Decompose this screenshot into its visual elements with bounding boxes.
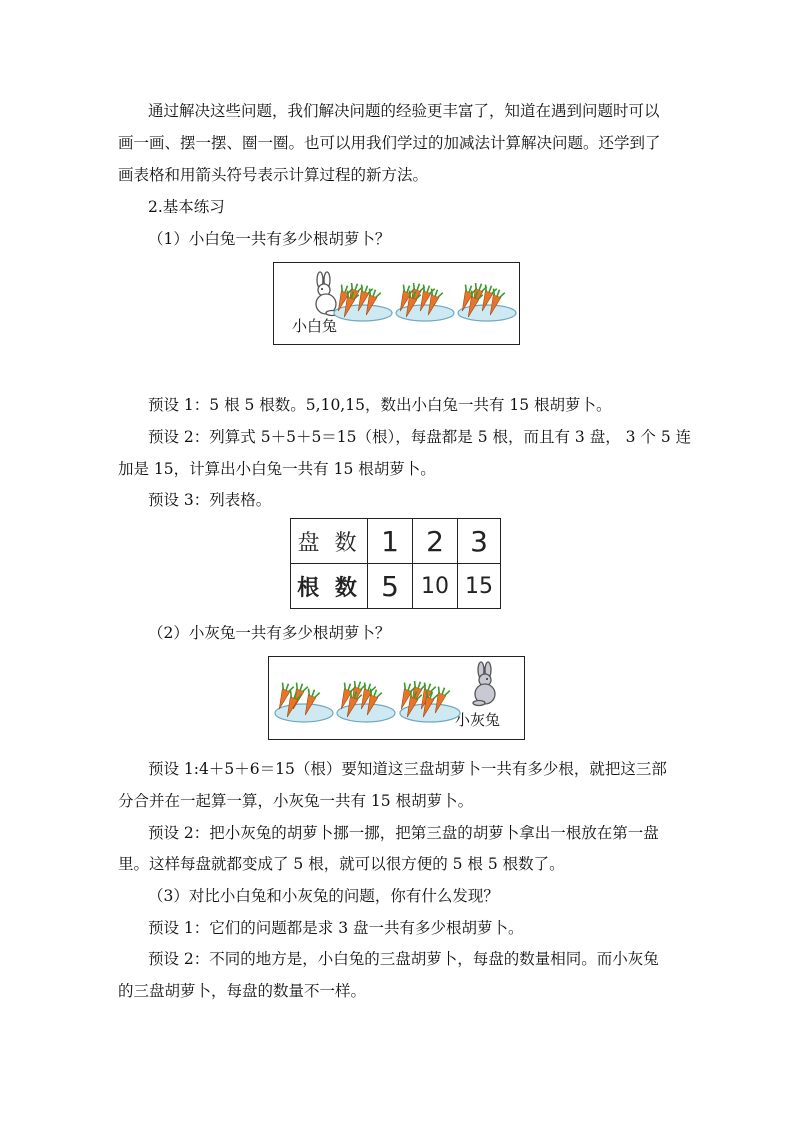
q1-solution-1: 预设 1：5 根 5 根数。5,10,15，数出小白兔一共有 15 根胡萝卜。 <box>148 396 612 414</box>
table-cell: 1 <box>368 519 413 564</box>
carrot-plate-5-icon <box>335 681 397 725</box>
white-bunny-label: 小白兔 <box>292 317 338 335</box>
question-2: （2）小灰兔一共有多少根胡萝卜？ <box>148 624 391 642</box>
carrot-plate-1-icon <box>332 283 394 323</box>
table-row-plates <box>291 519 501 564</box>
section-heading-basic: 2.基本练习 <box>148 198 225 216</box>
q2-solution-2-line-1: 预设 2：把小灰兔的胡萝卜挪一挪，把第三盘的胡萝卜拿出一根放在第一盘 <box>148 824 659 842</box>
table-cell: 5 <box>368 564 413 609</box>
summary-line-3: 画表格和用箭头符号表示计算过程的新方法。 <box>118 166 429 184</box>
q1-solution-2-line-2: 加是 15，计算出小白兔一共有 15 根胡萝卜。 <box>118 460 436 478</box>
carrot-plate-2-icon <box>394 283 456 323</box>
q3-solution-2-line-2: 的三盘胡萝卜，每盘的数量不一样。 <box>118 982 367 1000</box>
q2-solution-1-line-2: 分合并在一起算一算，小灰兔一共有 15 根胡萝卜。 <box>118 792 474 810</box>
table-cell: 10 <box>413 564 458 609</box>
table-row-carrots <box>291 564 501 609</box>
q2-solution-1-line-1: 预设 1:4＋5＋6＝15（根）要知道这三盘胡萝卜一共有多少根，就把这三部 <box>148 760 667 778</box>
carrot-plate-3-icon <box>456 283 518 323</box>
q3-solution-2-line-1: 预设 2：不同的地方是，小白兔的三盘胡萝卜，每盘的数量相同。而小灰兔 <box>148 950 659 968</box>
q2-solution-2-line-2: 里。这样每盘就都变成了 5 根，就可以很方便的 5 根 5 根数了。 <box>118 855 565 873</box>
carrot-plate-4-icon <box>273 681 335 725</box>
table-cell: 3 <box>458 519 501 564</box>
gray-bunny-label: 小灰兔 <box>455 711 501 729</box>
white-bunny-figure <box>273 262 520 345</box>
table-header-plates: 盘 数 <box>291 519 368 564</box>
summary-line-1: 通过解决这些问题，我们解决问题的经验更丰富了，知道在遇到问题时可以 <box>148 102 660 120</box>
gray-bunny-figure <box>268 656 525 740</box>
gray-bunny-icon <box>465 661 505 707</box>
question-1: （1）小白兔一共有多少根胡萝卜？ <box>148 230 391 248</box>
table-cell: 15 <box>458 564 501 609</box>
q1-solution-3: 预设 3：列表格。 <box>148 491 272 509</box>
q1-solution-2-line-1: 预设 2：列算式 5＋5＋5＝15（根），每盘都是 5 根，而且有 3 盘， 3 个 5 连 <box>148 428 692 446</box>
table-header-carrots: 根 数 <box>291 564 368 609</box>
carrot-plate-6-icon <box>397 681 463 725</box>
table-cell: 2 <box>413 519 458 564</box>
plates-carrots-table <box>290 518 501 609</box>
summary-line-2: 画一画、摆一摆、圈一圈。也可以用我们学过的加减法计算解决问题。还学到了 <box>118 134 661 152</box>
q3-solution-1: 预设 1：它们的问题都是求 3 盘一共有多少根胡萝卜。 <box>148 919 524 937</box>
question-3: （3）对比小白兔和小灰兔的问题，你有什么发现？ <box>148 887 499 905</box>
